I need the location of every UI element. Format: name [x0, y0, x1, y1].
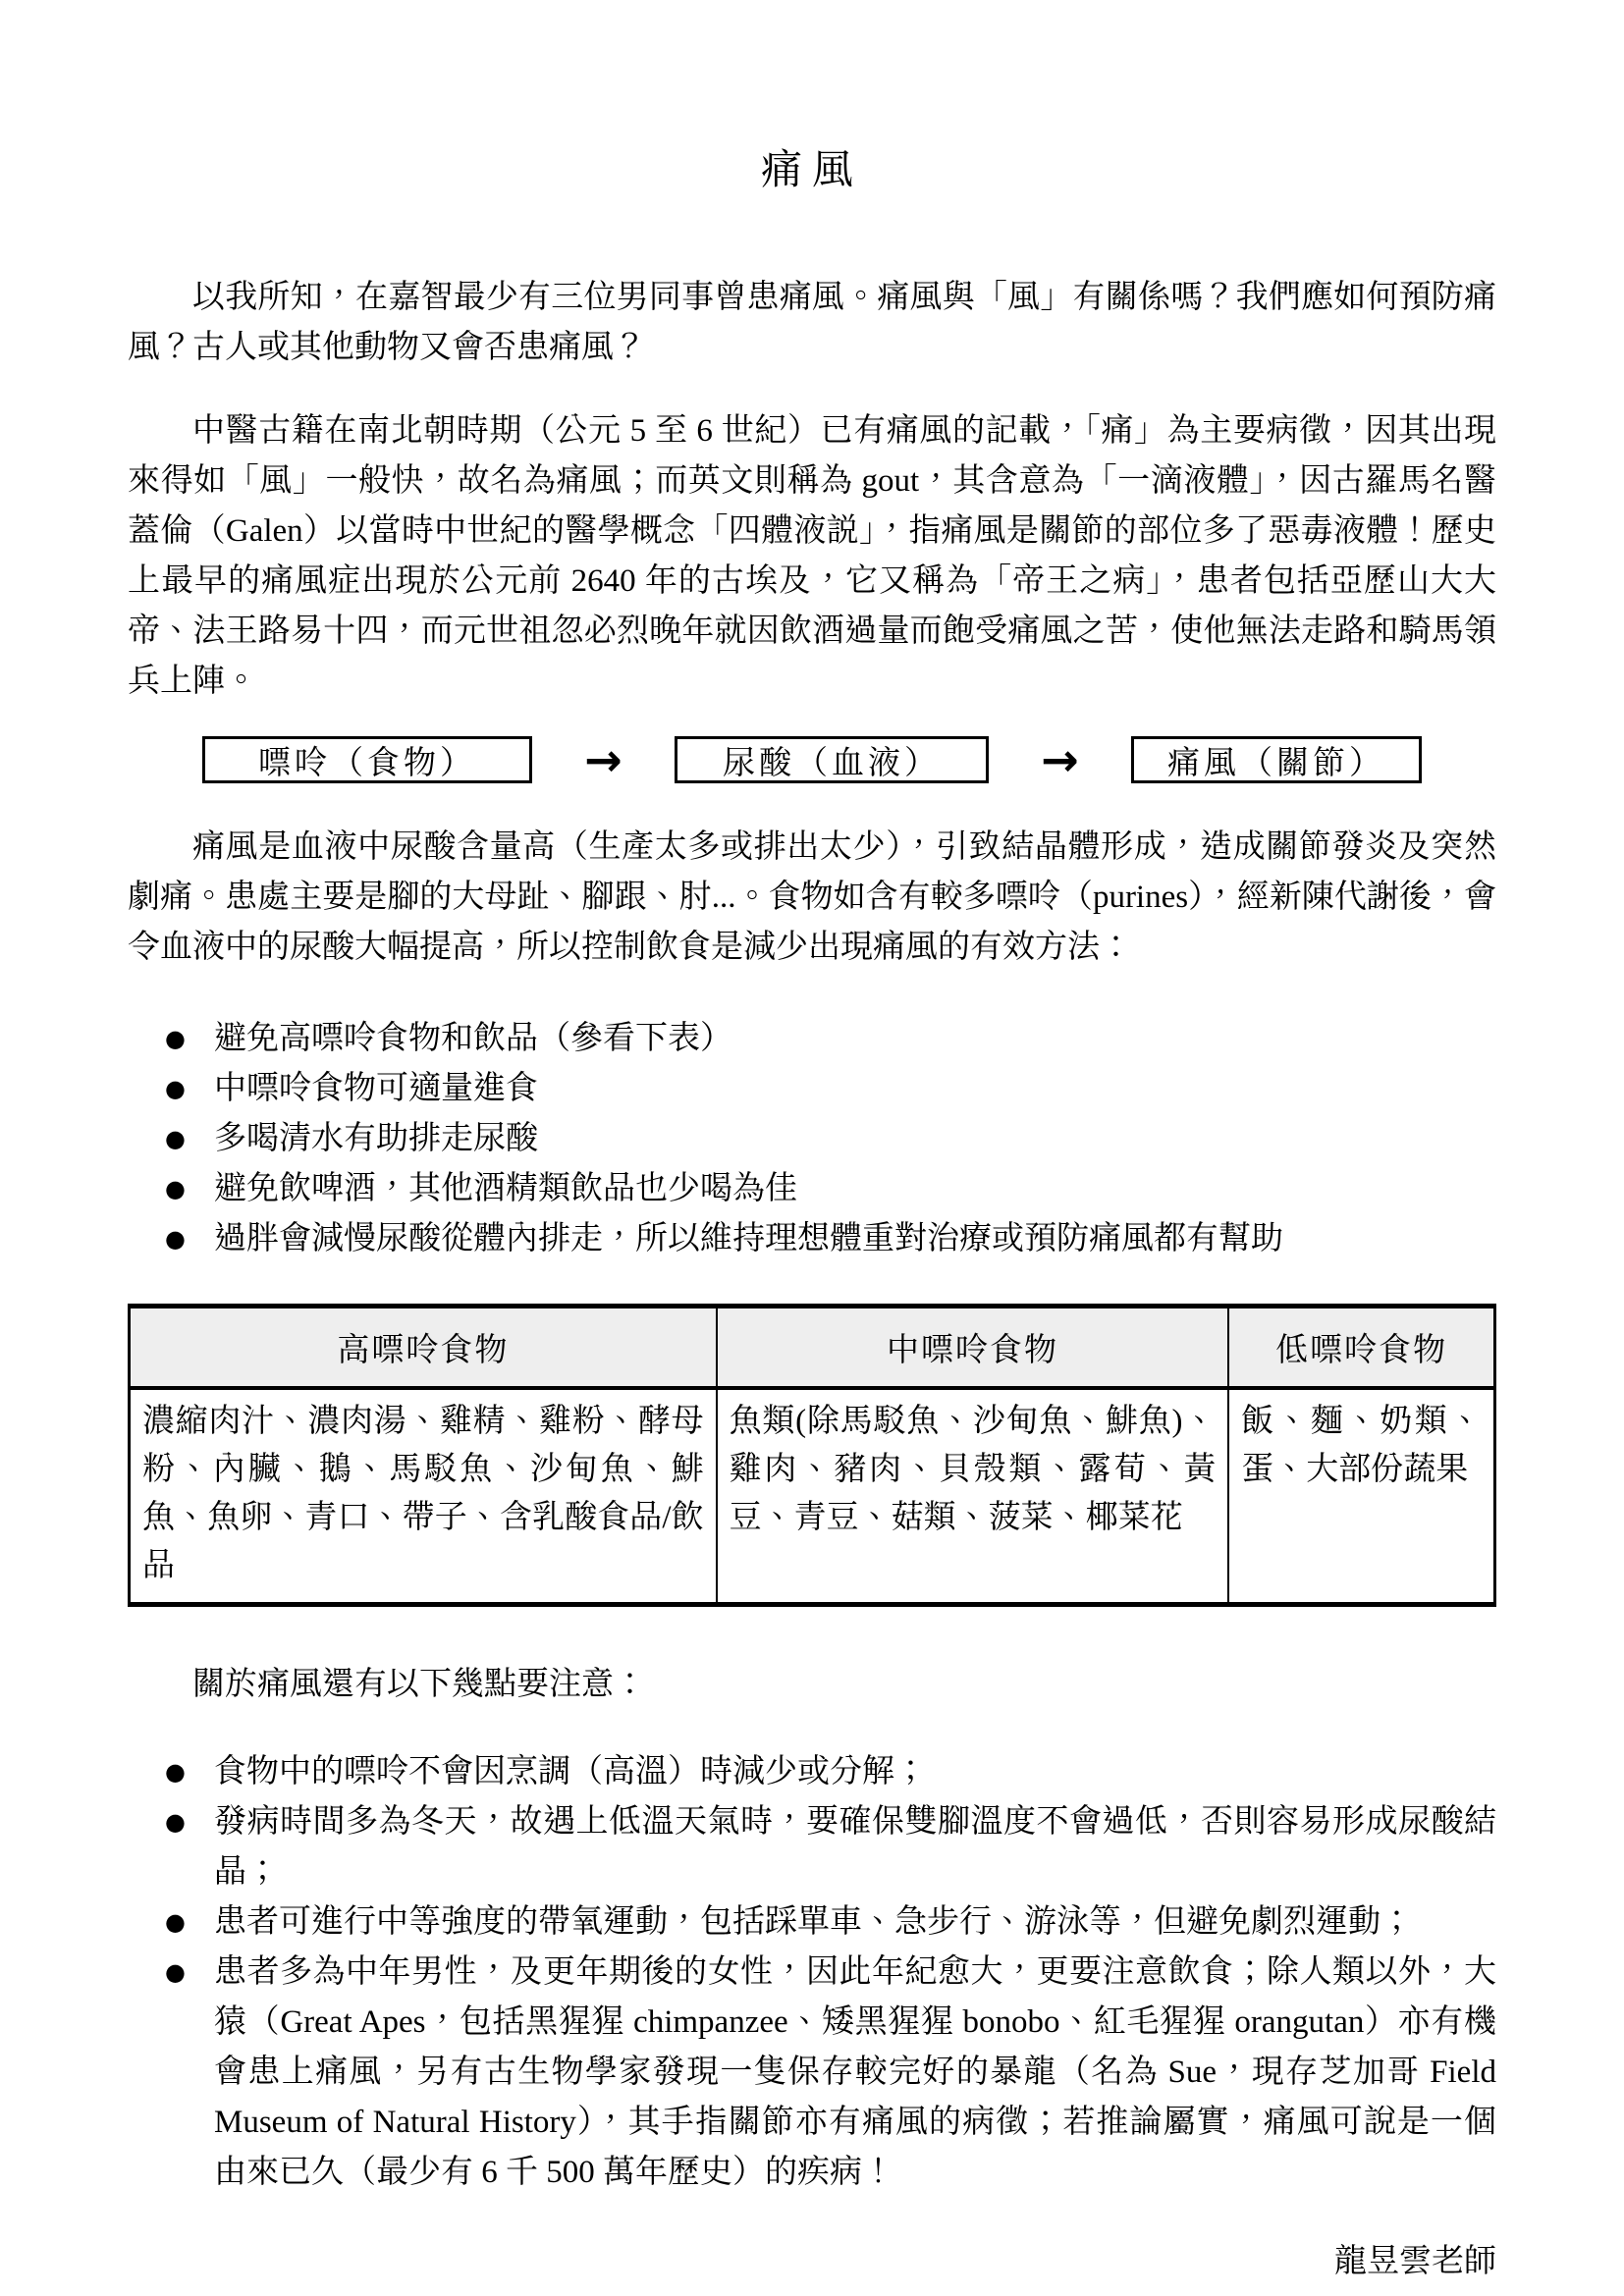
history-paragraph: 中醫古籍在南北朝時期（公元 5 至 6 世紀）已有痛風的記載，「痛」為主要病徵，因其出現來得如「風」一般快，故名為痛風；而英文則稱為 gout，其含意為「一滴液體」，因古羅馬名醫蓋倫（Galen）以當時中世紀的醫學概念「四體液説」，指痛風是關節的部位多了惡毒液體！歷史上最早的痛風症出現於公元前 2640 年的古埃及，它又稱為「帝王之病」，患者包括亞歷山大大帝、法王路易十四，而元世祖忽必烈晚年就因飲酒過量而飽受痛風之苦，使他無法走路和騎馬領兵上陣。: [128, 413, 1496, 699]
table-header-row: [130, 1307, 1495, 1389]
list-item-text: 避免飲啤酒，其他酒精類飲品也少喝為佳: [214, 1171, 797, 1206]
list-item: [165, 1164, 1496, 1214]
flow-diagram: [128, 733, 1496, 786]
mechanism-paragraph: 痛風是血液中尿酸含量高（生產太多或排出太少），引致結晶體形成，造成關節發炎及突然劇痛。患處主要是腳的大母趾、腳跟、肘...。食物如含有較多嘌呤（purines），經新陳代謝後，會令血液中的尿酸大幅提高，所以控制飲食是減少出現痛風的有效方法：: [128, 829, 1496, 965]
list-item-text: 避免高嘌呤食物和飲品（參看下表）: [214, 1021, 732, 1056]
bullet-icon: ●: [165, 1808, 186, 1836]
diet-tips-list: [128, 1014, 1496, 1264]
bullet-icon: ●: [165, 1025, 186, 1052]
table-header-cell: 高嘌呤食物: [130, 1307, 717, 1389]
list-item: [165, 1064, 1496, 1114]
list-item-text: 食物中的嘌呤不會因烹調（高溫）時減少或分解；: [214, 1754, 927, 1789]
list-item-text: 發病時間多為冬天，故遇上低溫天氣時，要確保雙腳溫度不會過低，否則容易形成尿酸結晶；: [214, 1804, 1496, 1890]
table-header-cell: 中嘌呤食物: [717, 1307, 1229, 1389]
list-item-text: 過胖會減慢尿酸從體內排走，所以維持理想體重對治療或預防痛風都有幫助: [214, 1221, 1283, 1256]
list-item: [165, 1114, 1496, 1164]
page-title: 痛風: [760, 148, 863, 193]
intro-paragraph: 以我所知，在嘉智最少有三位男同事曾患痛風。痛風與「風」有關係嗎？我們應如何預防痛風？古人或其他動物又會否患痛風？: [128, 280, 1496, 365]
table-row: [130, 1388, 1495, 1605]
purine-food-table: [128, 1304, 1496, 1607]
list-item: [165, 1797, 1496, 1897]
bullet-icon: ●: [165, 1958, 186, 1986]
flow-box-uric-acid: 尿酸（血液）: [675, 736, 989, 783]
list-item: [165, 1747, 1496, 1797]
table-header-cell: 低嘌呤食物: [1228, 1307, 1494, 1389]
table-cell-medium-purine: 魚類(除馬駁魚、沙甸魚、鯡魚)、雞肉、豬肉、貝殼類、露荀、黃豆、青豆、菇類、菠菜、椰菜花: [717, 1388, 1229, 1605]
notes-list: [128, 1747, 1496, 2198]
table-cell-low-purine: 飯、麵、奶類、蛋、大部份蔬果: [1228, 1388, 1494, 1605]
flow-box-purine: 嘌呤（食物）: [202, 736, 532, 783]
bullet-icon: ●: [165, 1075, 186, 1102]
list-item: [165, 1214, 1496, 1264]
arrow-right-icon: →: [1041, 733, 1079, 786]
bullet-icon: ●: [165, 1908, 186, 1936]
author-signature: 龍昱雲老師: [1334, 2244, 1496, 2279]
arrow-right-icon: →: [584, 733, 623, 786]
list-item: [165, 1014, 1496, 1064]
bullet-icon: ●: [165, 1225, 186, 1253]
list-item-text: 中嘌呤食物可適量進食: [214, 1071, 538, 1106]
list-item-text: 患者多為中年男性，及更年期後的女性，因此年紀愈大，更要注意飲食；除人類以外，大猿（Great Apes，包括黑猩猩 chimpanzee、矮黑猩猩 bonobo、紅毛猩猩 orangutan）亦有機會患上痛風，另有古生物學家發現一隻保存較完好的暴龍（名為 Sue，現存芝加哥 Field Museum of Natural History），其手指關節亦有痛風的病徵；若推論屬實，痛風可說是一個由來已久（最少有 6 千 500 萬年歷史）的疾病！: [214, 1954, 1496, 2190]
bullet-icon: ●: [165, 1758, 186, 1786]
list-item-text: 患者可進行中等強度的帶氧運動，包括踩單車、急步行、游泳等，但避免劇烈運動；: [214, 1904, 1413, 1940]
list-item: [165, 1897, 1496, 1948]
flow-box-gout: 痛風（關節）: [1131, 736, 1422, 783]
bullet-icon: ●: [165, 1175, 186, 1202]
notes-intro-paragraph: 關於痛風還有以下幾點要注意：: [192, 1667, 646, 1702]
bullet-icon: ●: [165, 1125, 186, 1152]
list-item-text: 多喝清水有助排走尿酸: [214, 1121, 538, 1156]
list-item: [165, 1948, 1496, 2198]
table-cell-high-purine: 濃縮肉汁、濃肉湯、雞精、雞粉、酵母粉、內臟、鵝、馬駁魚、沙甸魚、鯡魚、魚卵、青口、帶子、含乳酸食品/飲品: [130, 1388, 717, 1605]
